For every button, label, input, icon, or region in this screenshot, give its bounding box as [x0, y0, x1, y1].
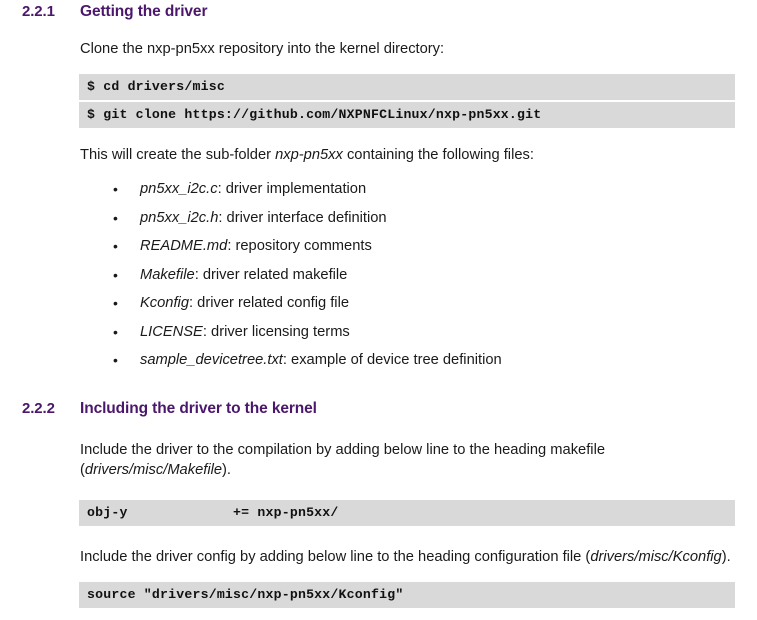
paragraph-makefile-after: ). [222, 462, 231, 478]
section-heading-221 [0, 3, 757, 21]
code-block-git-clone [79, 74, 735, 128]
bullet-icon: • [113, 323, 118, 340]
spacer-before-heading-222 [0, 379, 757, 400]
file-desc: : driver related config file [189, 295, 350, 311]
spacer-before-code-clone [0, 60, 757, 74]
code-line-cd: $ cd drivers/misc [87, 78, 225, 94]
code-block-objy [79, 500, 735, 526]
paragraph-makefile [80, 440, 733, 481]
list-item [113, 265, 733, 294]
section-heading-222 [0, 400, 757, 418]
list-item [113, 236, 733, 265]
list-item [113, 350, 733, 379]
paragraph-makefile-path: drivers/misc/Makefile [84, 462, 223, 478]
section-number-221: 2.2.1 [22, 3, 55, 20]
bullet-icon: • [113, 295, 118, 311]
file-desc: : driver licensing terms [202, 323, 350, 340]
subfolder-intro-italic: nxp-pn5xx [275, 146, 343, 163]
file-name: README.md [140, 238, 228, 254]
list-item [113, 208, 733, 237]
file-name: sample_devicetree.txt [140, 352, 283, 368]
list-item [113, 293, 733, 322]
code-block-source [79, 582, 735, 608]
code-line-objy: obj-y += nxp-pn5xx/ [87, 504, 339, 520]
file-desc: : example of device tree definition [282, 352, 502, 368]
paragraph-kconfig-after: ). [721, 548, 731, 565]
bullet-icon: • [113, 238, 118, 254]
file-desc: : repository comments [227, 238, 372, 254]
list-item [113, 179, 733, 208]
file-name: Kconfig [140, 295, 189, 311]
paragraph-kconfig-path: drivers/misc/Kconfig [590, 548, 722, 565]
bullet-icon: • [113, 266, 118, 283]
bullet-icon: • [113, 352, 118, 368]
spacer-before-code-source [0, 567, 757, 582]
section-title-222: Including the driver to the kernel [80, 399, 317, 417]
spacer-after-heading-222 [0, 418, 757, 440]
file-desc: : driver interface definition [218, 209, 387, 226]
paragraph-kconfig [80, 547, 733, 568]
paragraph-kconfig-before: Include the driver config by adding below line to the heading configuration file ( [80, 548, 591, 565]
spacer-after-code-objy [0, 526, 757, 547]
file-name: Makefile [140, 266, 195, 283]
code-line-source: source "drivers/misc/nxp-pn5xx/Kconfig" [87, 587, 404, 602]
file-name: pn5xx_i2c.h [140, 209, 219, 226]
subfolder-intro-after: containing the following files: [342, 146, 534, 163]
spacer-before-code-objy [0, 481, 757, 500]
file-desc: : driver related makefile [194, 266, 348, 283]
spacer-after-code-clone [0, 128, 757, 145]
list-item [113, 322, 733, 351]
file-list [0, 179, 757, 379]
spacer-after-heading-221 [0, 21, 757, 39]
section-number-222: 2.2.2 [22, 399, 55, 417]
subfolder-intro-before: This will create the sub-folder [80, 146, 276, 163]
section-title-221: Getting the driver [80, 3, 208, 20]
bullet-icon: • [113, 209, 118, 226]
paragraph-subfolder-intro [80, 145, 733, 166]
code-line-git-clone: $ git clone https://github.com/NXPNFCLinux/nxp-pn5xx.git [79, 100, 735, 128]
file-name: pn5xx_i2c.c [140, 181, 218, 197]
paragraph-clone-intro: Clone the nxp-pn5xx repository into the kernel directory: [80, 41, 445, 57]
file-desc: : driver implementation [217, 181, 367, 197]
bullet-icon: • [113, 181, 118, 197]
spacer-before-file-list [0, 165, 757, 179]
file-name: LICENSE [140, 323, 203, 340]
paragraph-makefile-before: Include the driver to the compilation by adding below line to the heading makefile ( [80, 441, 605, 478]
